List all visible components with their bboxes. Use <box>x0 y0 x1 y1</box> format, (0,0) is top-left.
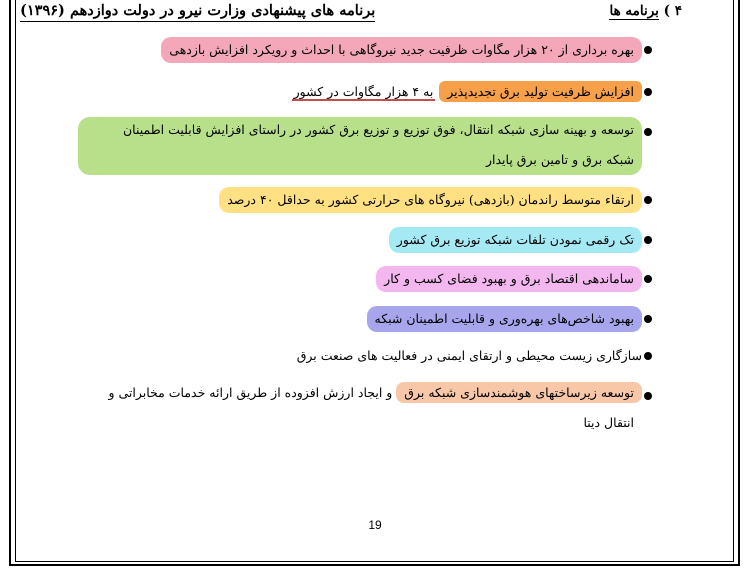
list-item-3-line1: توسعه و بهینه سازی شبکه انتقال، فوق توزیع و توزیع برق کشور در راستای افزایش قابلیت اطمینان <box>122 122 634 137</box>
bullet-icon <box>644 46 652 54</box>
section-heading <box>609 2 682 20</box>
list-item-5: تک رقمی نمودن تلفات شبکه توزیع برق کشور <box>389 227 642 253</box>
bullet-icon <box>644 315 652 323</box>
section-label: برنامه ها <box>609 3 659 19</box>
section-number: ۴ ) <box>663 3 682 19</box>
list-item-7: بهبود شاخص‌های بهره‌وری و قابلیت اطمینان شبکه <box>367 306 642 332</box>
list-item-6: ساماندهی اقتصاد برق و بهبود فضای کسب و کار <box>376 266 642 292</box>
bullet-icon <box>644 88 652 96</box>
document-title: برنامه های پیشنهادی وزارت نیرو در دولت دوازدهم (۱۳۹۶) <box>20 2 375 22</box>
bullet-icon <box>644 392 652 400</box>
page-header <box>20 0 682 28</box>
list-item-8: سازگاری زیست محیطی و ارتقای ایمنی در فعالیت های صنعت برق <box>296 348 642 363</box>
page-number: 19 <box>368 518 382 532</box>
list-item-9-line1 <box>108 380 642 406</box>
list-item-4: ارتقاء متوسط راندمان (بازدهی) نیروگاه های حرارتی کشور به حداقل ۴۰ درصد <box>219 187 642 213</box>
bullet-icon <box>644 352 652 360</box>
list-item-2-highlight: افزایش ظرفیت تولید برق تجدیدپذیر <box>439 81 642 102</box>
list-item-9-highlight: توسعه زیرساختهای هوشمندسازی شبکه برق <box>396 382 642 403</box>
bullet-icon <box>644 196 652 204</box>
list-item-3-line2: شبکه برق و تامین برق پایدار <box>485 152 634 167</box>
list-item-1: بهره برداری از ۲۰ هزار مگاوات ظرفیت جدید نیروگاهی با احداث و رویکرد افزایش بازدهی <box>161 37 642 63</box>
list-item-9-line2: انتقال دیتا <box>583 415 634 430</box>
list-item-9-rest: و ایجاد ارزش افزوده از طریق ارائه خدمات مخابراتی و <box>108 385 393 400</box>
list-item-2-rest: به ۴ هزار مگاوات در کشور <box>293 84 434 99</box>
bullet-icon <box>644 128 652 136</box>
list-item-2 <box>292 79 642 105</box>
bullet-icon <box>644 236 652 244</box>
bullet-icon <box>644 275 652 283</box>
